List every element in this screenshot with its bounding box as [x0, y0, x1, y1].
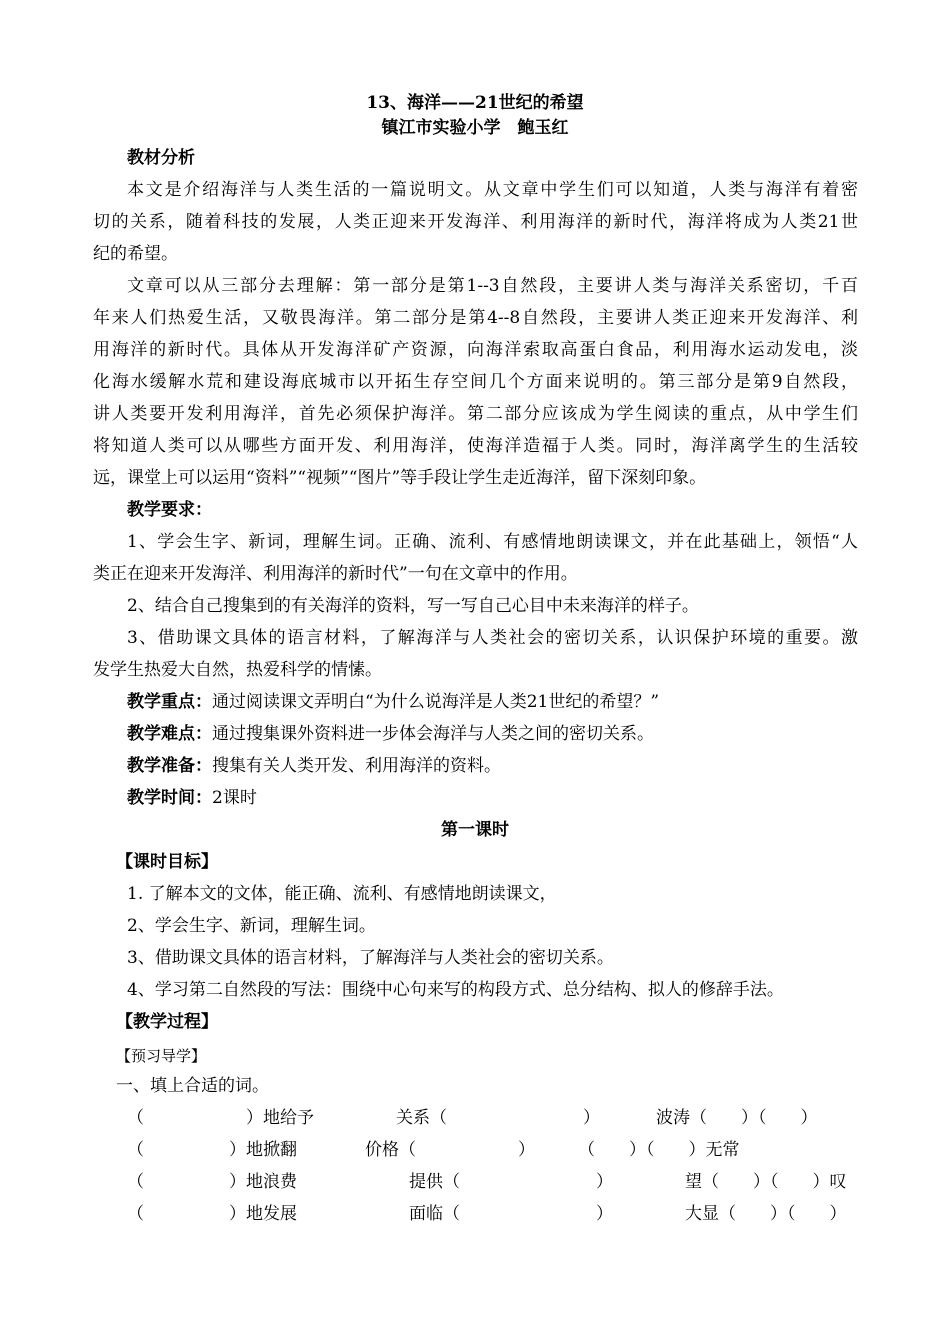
- paragraph-line: 本文是介绍海洋与人类生活的一篇说明文。从文章中学生们可以知道，人类与海洋有着密: [127, 180, 858, 200]
- paragraph-line: 用海洋的新时代。具体从开发海洋矿产资源，向海洋索取高蛋白食品，利用海水运动发电，淡: [93, 340, 858, 360]
- paragraph-line: 类正在迎来开发海洋、利用海洋的新时代”一句在文章中的作用。: [93, 564, 578, 584]
- fill-blank-item: 波涛（ ）（ ）: [656, 1108, 818, 1128]
- difficulty-line: [127, 724, 654, 744]
- preview-heading: 【预习导学】: [116, 1047, 207, 1065]
- paragraph-line: 文章可以从三部分去理解：第一部分是第1--3自然段，主要讲人类与海洋关系密切，千百: [127, 276, 858, 296]
- paragraph-line: 发学生热爱大自然，热爱科学的情愫。: [93, 660, 382, 680]
- fill-blank-item: （ ）（ ）无常: [578, 1140, 740, 1160]
- preparation-text: 搜集有关人类开发、利用海洋的资料。: [212, 756, 501, 776]
- difficulty-text: 通过搜集课外资料进一步体会海洋与人类之间的密切关系。: [212, 724, 654, 744]
- exercise-title: 一、填上合适的词。: [116, 1076, 269, 1096]
- section-heading-requirements: 教学要求：: [127, 500, 212, 520]
- paragraph-line: 1、学会生字、新词，理解生词。正确、流利、有感情地朗读课文，并在此基础上，领悟“人: [127, 532, 858, 552]
- process-heading: 【教学过程】: [116, 1012, 218, 1032]
- document-title: 13、海洋——21世纪的希望: [366, 93, 584, 113]
- lesson-title: 第一课时: [441, 820, 509, 840]
- fill-blank-item: （ ）地掀翻: [127, 1140, 297, 1160]
- key-point-line: [127, 692, 659, 712]
- paragraph-line: 3、借助课文具体的语言材料，了解海洋与人类社会的密切关系，认识保护环境的重要。激: [127, 628, 858, 648]
- paragraph-line: 讲人类要开发利用海洋，首先必须保护海洋。第二部分应该成为学生阅读的重点，从中学生们: [93, 404, 858, 424]
- fill-blank-item: 提供（ ）: [409, 1172, 613, 1192]
- paragraph-line: 切的关系，随着科技的发展，人类正迎来开发海洋、利用海洋的新时代，海洋将成为人类21世: [93, 212, 858, 232]
- key-point-text: 通过阅读课文弄明白“为什么说海洋是人类21世纪的希望？”: [212, 692, 660, 712]
- fill-blank-item: （ ）地浪费: [127, 1172, 297, 1192]
- goals-heading: 【课时目标】: [116, 852, 218, 872]
- paragraph-line: 将知道人类可以从哪些方面开发、利用海洋，使海洋造福于人类。同时，海洋离学生的生活较: [93, 436, 858, 456]
- time-text: 2课时: [212, 788, 257, 808]
- paragraph-line: 远，课堂上可以运用“资料”“视频”“图片”等手段让学生走近海洋，留下深刻印象。: [93, 468, 707, 488]
- paragraph-line: 年来人们热爱生活，又敬畏海洋。第二部分是第4--8自然段，主要讲人类正迎来开发海洋、利: [93, 308, 858, 328]
- fill-blank-item: （ ）地给予: [127, 1108, 314, 1128]
- document-author: 镇江市实验小学 鲍玉红: [381, 118, 569, 138]
- fill-blank-item: 关系（ ）: [396, 1108, 600, 1128]
- goal-item: 3、借助课文具体的语言材料，了解海洋与人类社会的密切关系。: [127, 948, 614, 968]
- fill-blank-item: 价格（ ）: [365, 1140, 535, 1160]
- paragraph-line: 2、结合自己搜集到的有关海洋的资料，写一写自己心目中未来海洋的样子。: [127, 596, 699, 616]
- paragraph-line: 化海水缓解水荒和建设海底城市以开拓生存空间几个方面来说明的。第三部分是第9自然段，: [93, 372, 858, 392]
- paragraph-line: 纪的希望。: [93, 244, 178, 264]
- fill-blank-item: 面临（ ）: [409, 1204, 613, 1224]
- goal-item: 4、学习第二自然段的写法：围绕中心句来写的构段方式、总分结构、拟人的修辞手法。: [127, 980, 784, 1000]
- preparation-label: 教学准备：: [127, 756, 212, 776]
- fill-blank-item: 望（ ）（ ）叹: [685, 1172, 847, 1192]
- time-line: [127, 788, 257, 808]
- difficulty-label: 教学难点：: [127, 724, 212, 744]
- goal-item: 1. 了解本文的文体，能正确、流利、有感情地朗读课文，: [127, 884, 557, 904]
- fill-blank-item: （ ）地发展: [127, 1204, 297, 1224]
- preparation-line: [127, 756, 501, 776]
- fill-blank-item: 大显（ ）（ ）: [685, 1204, 847, 1224]
- section-heading-analysis: 教材分析: [127, 148, 195, 168]
- goal-item: 2、学会生字、新词，理解生词。: [127, 916, 376, 936]
- key-point-label: 教学重点：: [127, 692, 212, 712]
- time-label: 教学时间：: [127, 788, 212, 808]
